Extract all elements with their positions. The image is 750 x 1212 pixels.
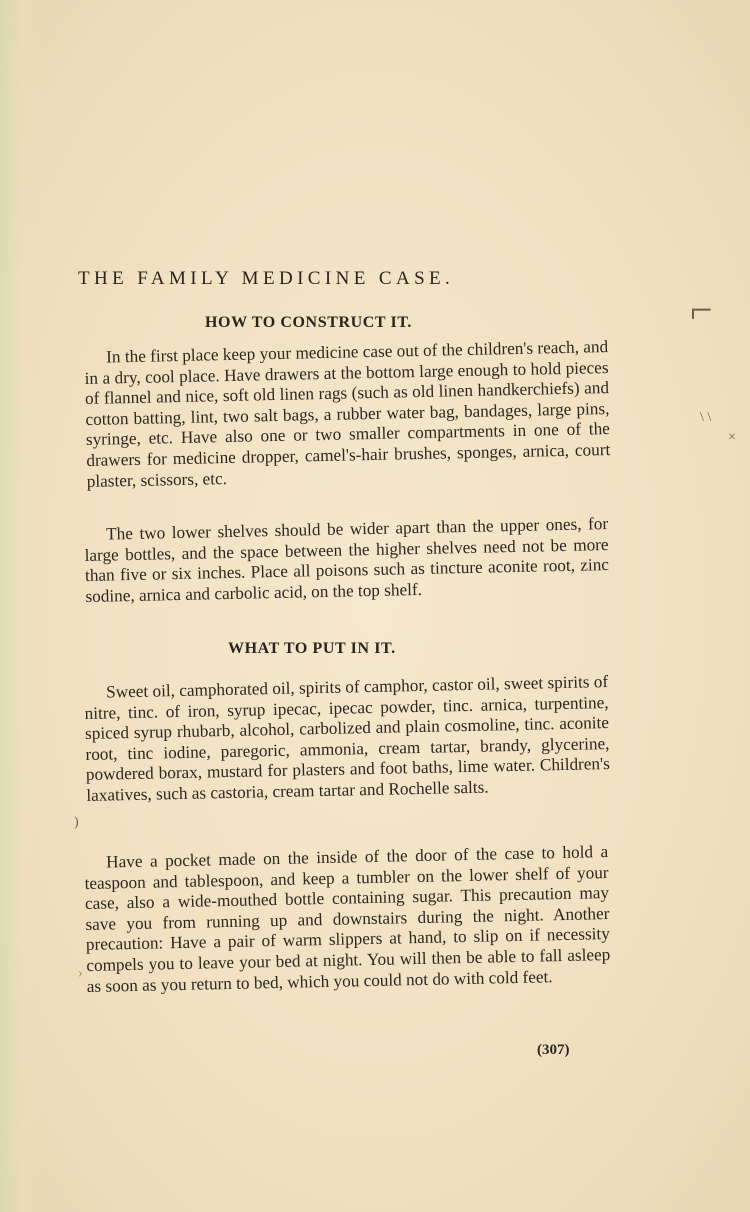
ink-mark: ⌐ [690,287,713,332]
paragraph-contents-1: Sweet oil, camphorated oil, spirits of camphor, castor oil, sweet spirits of nitre, tinc. of iron, syrup ipecac, ipecac powder, tinc. arnica, turpentine, spiced syrup rhubarb, alcohol, carbolized and plain cosmoline, tinc. aconite root, tinc iodine, paregoric, ammonia, cream tartar, brandy, glycerine, powdered borax, mustard for plasters and foot baths, lime water. Children's laxatives, such as castoria, cream tartar and Rochelle salts. [84,672,611,805]
paragraph-construct-1: In the first place keep your medicine case out of the children's reach, and in a dry, cool place. Have drawers at the bottom large enough to hold pieces of flannel and nice, soft old linen rags (such as old linen handkerchiefs) and cotton batting, lint, two salt bags, a rubber water bag, bandages, large pins, syringe, etc. Have also one or two smaller compartments in one of the drawers for medicine dropper, camel's-hair brushes, sponges, arnica, court plaster, scissors, etc. [84,337,611,491]
paragraph-construct-2: The two lower shelves should be wider apart than the upper ones, for large bottles, and the space between the higher shelves need not be more than five or six inches. Place all poisons such as tincture aconite root, zinc sodine, arnica and carbolic acid, on the top shelf. [84,514,610,606]
section-heading-contents: WHAT TO PUT IN IT. [228,640,396,657]
ink-speck: \ \ [700,410,712,425]
page-number: (307) [537,1042,570,1058]
ink-speck: × [728,430,736,445]
ink-speck: › [78,966,83,981]
paragraph-contents-2: Have a pocket made on the inside of the door of the case to hold a teaspoon and tablespoon, and keep a tumbler on the lower shelf of your case, also a wide-mouthed bottle containing sugar. This precaution may save you from running up and downstairs during the night. Another precaution: Have a pair of warm slippers at hand, to slip on if necessity compels you to leave your bed at night. You will then be able to fall asleep as soon as you return to bed, which you could not do with cold feet. [84,842,611,996]
page-title: THE FAMILY MEDICINE CASE. [78,268,455,289]
ink-speck: ) [74,815,79,830]
section-heading-construct: HOW TO CONSTRUCT IT. [205,314,413,331]
